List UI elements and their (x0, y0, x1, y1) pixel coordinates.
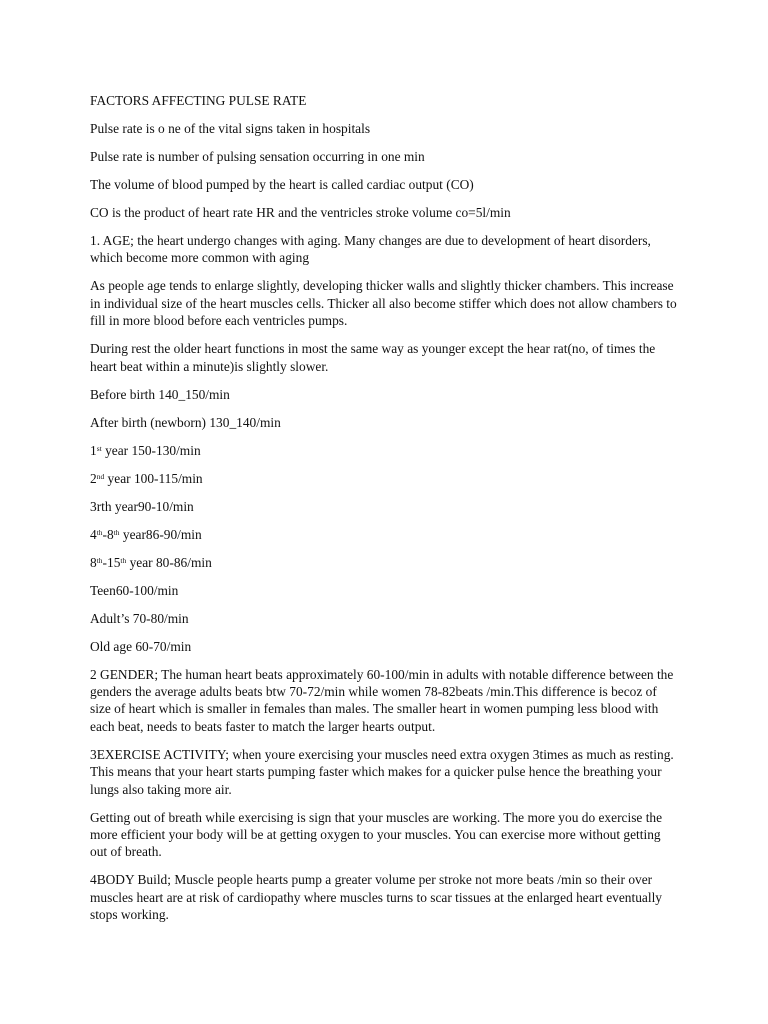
rate-line-year-1 (90, 442, 680, 459)
ordinal-superscript: nd (96, 471, 105, 481)
ordinal-superscript: th (96, 527, 103, 537)
ordinal-superscript: th (120, 555, 127, 565)
document-title: FACTORS AFFECTING PULSE RATE (90, 93, 307, 108)
rate-line-old-age: Old age 60-70/min (90, 638, 192, 654)
rate-text: 8 (90, 554, 97, 570)
ordinal-superscript: th (96, 555, 103, 565)
rate-text: -8 (102, 526, 114, 542)
paragraph: CO is the product of heart rate HR and the ventricles stroke volume co=5l/min (90, 205, 511, 220)
ordinal-superscript: st (96, 443, 102, 453)
rate-line-year-8-15 (90, 554, 680, 571)
rate-line-year-3: 3rth year90-10/min (90, 498, 194, 514)
rate-line-year-2 (90, 470, 680, 487)
rate-text: 4 (90, 526, 97, 542)
rate-text: year86-90/min (119, 526, 202, 542)
paragraph: 1. AGE; the heart undergo changes with aging. Many changes are due to development of heart disorders, which become more common with aging (90, 233, 651, 266)
paragraph: 4BODY Build; Muscle people hearts pump a greater volume per stroke not more beats /min so their over muscles heart are at risk of cardiopathy where muscles turns to scar tissues at the enlarged heart eventually stops working. (90, 872, 662, 923)
paragraph: Pulse rate is o ne of the vital signs taken in hospitals (90, 121, 371, 136)
paragraph: The volume of blood pumped by the heart is called cardiac output (CO) (90, 177, 474, 192)
rate-text: 2 (90, 470, 97, 486)
rate-text: -15 (102, 554, 121, 570)
rate-text: 1 (90, 442, 97, 458)
paragraph: 3EXERCISE ACTIVITY; when youre exercising your muscles need extra oxygen 3times as much as resting. This means that your heart starts pumping faster which makes for a quicker pulse hence the breathing your lungs also taking more air. (90, 746, 674, 797)
rate-line-adults: Adult’s 70-80/min (90, 610, 189, 626)
ordinal-superscript: th (113, 527, 120, 537)
rate-line-before-birth: Before birth 140_150/min (90, 386, 230, 402)
paragraph: 2 GENDER; The human heart beats approximately 60-100/min in adults with notable difference between the genders the average adults beats btw 70-72/min while women 78-82beats /min.This difference is becoz of size of heart which is smaller in females than males. The smaller heart in women pumping less blood with each beat, needs to beats faster to match the larger hearts output. (90, 666, 674, 734)
rate-line-teen: Teen60-100/min (90, 582, 179, 598)
paragraph: Getting out of breath while exercising is sign that your muscles are working. The more you do exercise the more efficient your body will be at getting oxygen to your muscles. You can exercise more without getting out of breath. (90, 809, 663, 860)
rate-text: year 100-115/min (104, 470, 203, 486)
rate-text: year 80-86/min (126, 554, 212, 570)
rate-line-after-birth: After birth (newborn) 130_140/min (90, 414, 281, 430)
paragraph: As people age tends to enlarge slightly, developing thicker walls and slightly thicker chambers. This increase in individual size of the heart muscles cells. Thicker all also become stiffer which does not allow chambers to fill in more blood before each ventricles pumps. (90, 278, 677, 329)
paragraph: During rest the older heart functions in most the same way as younger except the hear rat(no, of times the heart beat within a minute)is slightly slower. (90, 341, 656, 374)
rate-text: year 150-130/min (101, 442, 201, 458)
rate-line-year-4-8 (90, 526, 680, 543)
document-body (90, 92, 680, 934)
paragraph: Pulse rate is number of pulsing sensation occurring in one min (90, 149, 425, 164)
